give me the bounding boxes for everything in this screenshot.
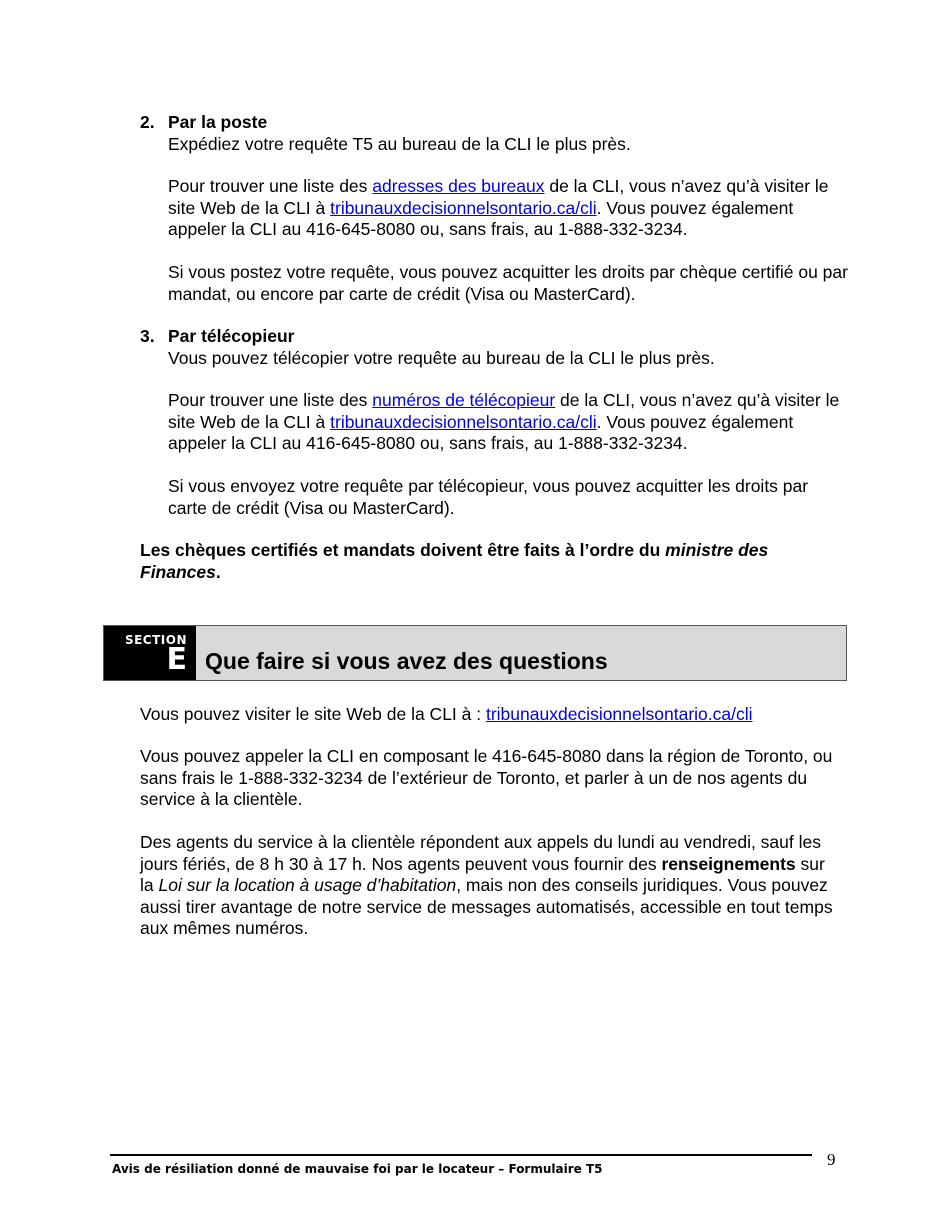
website-link[interactable]: tribunauxdecisionnelsontario.ca/cli: [330, 197, 597, 218]
section-letter: E: [166, 642, 187, 677]
page-number: 9: [827, 1150, 836, 1169]
text: .: [215, 561, 221, 582]
list-item-by-fax: [168, 326, 848, 369]
list-number: 2.: [140, 112, 155, 132]
section-tag: [104, 626, 196, 680]
item-line: Vous pouvez télécopier votre requête au bureau de la CLI le plus près.: [168, 347, 715, 368]
website-link[interactable]: tribunauxdecisionnelsontario.ca/cli: [330, 411, 597, 432]
section-word: SECTION: [124, 633, 187, 647]
paragraph-mail-payment: Si vous postez votre requête, vous pouvez acquitter les droits par chèque certifié ou par mandat, ou encore par carte de crédit (Visa ou MasterCard).: [168, 262, 848, 304]
item-heading: Par la poste: [168, 112, 268, 132]
fax-numbers-link[interactable]: numéros de télécopieur: [372, 390, 556, 410]
office-addresses-link[interactable]: adresses des bureaux: [372, 176, 545, 196]
text: , mais non des conseils juridiques. Vous pouvez aussi tirer avantage de notre service de messages automatisés, accessible en tout temps aux mêmes numéros.: [140, 875, 833, 938]
website-link[interactable]: tribunauxdecisionnelsontario.ca/cli: [485, 704, 753, 724]
text: de la CLI, vous n’avez qu’à visiter le site Web de la CLI à: [168, 176, 829, 218]
text: Les chèques certifiés et mandats doivent être faits à l’ordre du: [140, 540, 666, 560]
paragraph-office-addresses: [168, 176, 848, 241]
item-heading: Par télécopieur: [168, 326, 295, 346]
payment-notice: [140, 540, 840, 583]
paragraph-website: [140, 704, 850, 726]
list-item-by-mail: [168, 112, 848, 155]
paragraph-phone: Vous pouvez appeler la CLI en composant le 416-645-8080 dans la région de Toronto, ou sans frais le 1-888-332-3234 de l’extérieur de Toronto, et parler à un de nos agents du service à la clientèle.: [140, 746, 833, 809]
list-number: 3.: [140, 326, 155, 346]
text: renseignements: [661, 853, 796, 874]
footer-divider: [110, 1154, 812, 1156]
paragraph-hours: [140, 832, 840, 940]
text: sur la: [140, 853, 825, 895]
text: Pour trouver une liste des: [168, 390, 373, 410]
section-header: [103, 625, 847, 681]
paragraph-fax-numbers: [168, 390, 848, 455]
text: Vous pouvez visiter le site Web de la CLI à :: [140, 704, 486, 724]
item-line: Expédiez votre requête T5 au bureau de la CLI le plus près.: [168, 133, 631, 154]
text: . Vous pouvez également appeler la CLI au 416-645-8080 ou, sans frais, au 1-888-332-3234.: [168, 411, 794, 453]
text: ministre des Finances: [140, 540, 769, 582]
paragraph-fax-payment: Si vous envoyez votre requête par télécopieur, vous pouvez acquitter les droits par carte de crédit (Visa ou MasterCard).: [168, 476, 809, 518]
text: de la CLI, vous n’avez qu’à visiter le site Web de la CLI à: [168, 390, 840, 432]
footer-title: Avis de résiliation donné de mauvaise foi par le locateur – Formulaire T5: [112, 1162, 603, 1176]
section-title: Que faire si vous avez des questions: [205, 648, 608, 674]
text: . Vous pouvez également appeler la CLI au 416-645-8080 ou, sans frais, au 1-888-332-3234.: [168, 197, 794, 239]
text: Des agents du service à la clientèle répondent aux appels du lundi au vendredi, sauf les jours fériés, de 8 h 30 à 17 h. Nos agents peuvent vous fournir des: [140, 832, 821, 874]
text: Loi sur la location à usage d’habitation: [158, 875, 457, 895]
text: Pour trouver une liste des: [168, 176, 373, 196]
